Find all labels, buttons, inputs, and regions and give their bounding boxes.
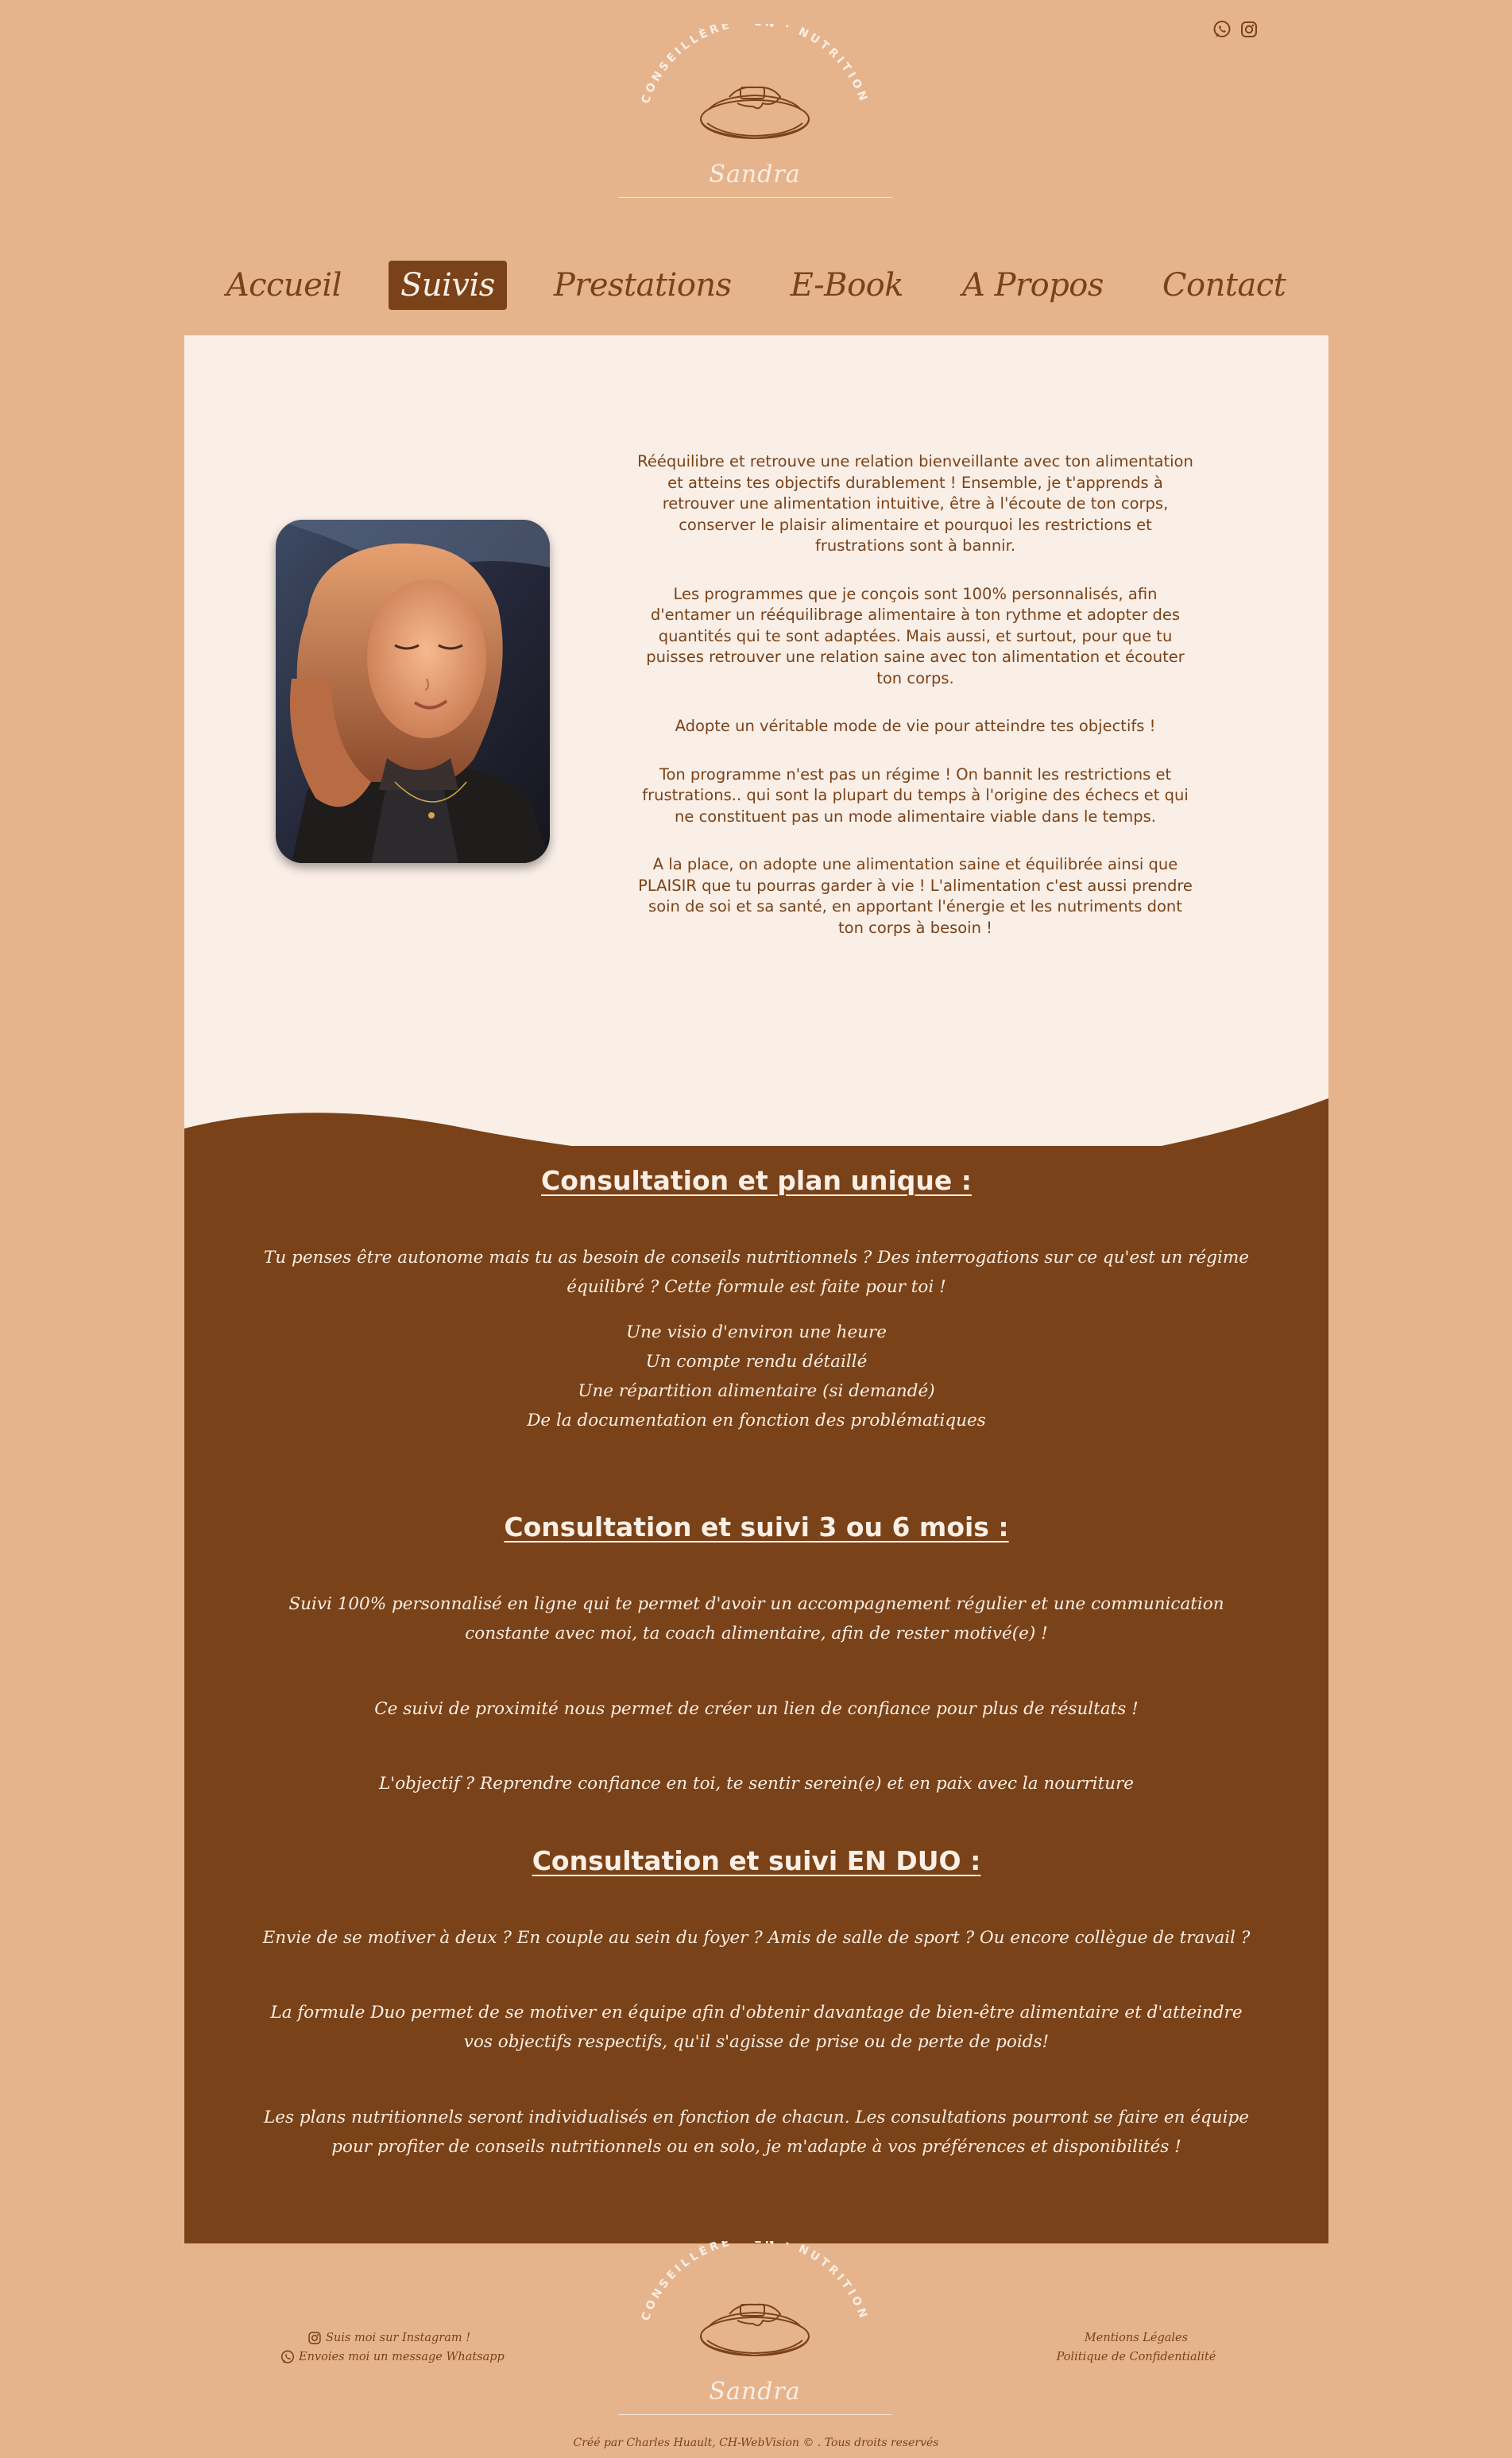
footer-instagram-link[interactable] [307, 2328, 505, 2348]
pancake-icon [701, 87, 809, 138]
logo-divider [618, 2414, 891, 2415]
instagram-icon[interactable] [1239, 19, 1259, 40]
intro-paragraph: Adopte un véritable mode de vie pour atteindre tes objectifs ! [675, 717, 1156, 735]
nav-a-propos[interactable]: A Propos [961, 267, 1104, 304]
logo-emblem [604, 24, 906, 167]
intro-paragraph: Ton programme n'est pas un régime ! On bannit les restrictions et frustrations.. qui sont la plupart du temps à l'origine des échecs et qui ne constituent pas un mode alimentaire viable dans le temps. [642, 764, 1189, 826]
nav-accueil[interactable]: Accueil [226, 267, 342, 304]
logo-signature: Sandra [709, 2378, 801, 2406]
brand-logo[interactable] [604, 24, 906, 207]
instagram-icon [307, 2330, 323, 2346]
footer-instagram-label: Suis moi sur Instagram ! [326, 2332, 471, 2344]
whatsapp-icon[interactable] [1212, 19, 1232, 40]
list-item: De la documentation en fonction des problématiques [527, 1411, 986, 1430]
list-item: Une visio d'environ une heure [625, 1322, 887, 1342]
section-unique-lead: Tu penses être autonome mais tu as besoin de conseils nutritionnels ? Des interrogations sur ce qu'est un régime équilibré ? Cette formule est faite pour toi ! [264, 1248, 1249, 1297]
legal-notice-link[interactable]: Mentions Légales [1084, 2332, 1189, 2344]
nav-ebook[interactable]: E-Book [790, 267, 903, 304]
footer-logo[interactable] [604, 2241, 906, 2424]
nav-prestations[interactable]: Prestations [553, 267, 732, 304]
logo-emblem [604, 2241, 906, 2384]
intro-paragraph: Les programmes que je conçois sont 100% personnalisés, afin d'entamer un rééquilibrage alimentaire à ton rythme et adopter des quantités qui te sont adaptées. Mais aussi, et surtout, pour que tu puisses retrouver une relation saine avec ton alimentation et écouter ton corps. [646, 584, 1185, 687]
wave-divider [184, 939, 1328, 1146]
section-title-unique: Consultation et plan unique : [541, 1165, 972, 1196]
section-suivi-text: L'objectif ? Reprendre confiance en toi, te sentir serein(e) et en paix avec la nourriture [379, 1774, 1134, 1794]
intro-text [637, 451, 1193, 966]
intro-paragraph: Rééquilibre et retrouve une relation bienveillante avec ton alimentation et atteins tes objectifs durablement ! Ensemble, je t'apprends à retrouver une alimentation intuitive, être à l'écoute de ton corps, conserver le plaisir alimentaire et pourquoi les restrictions et frustrations sont à bannir. [637, 452, 1193, 555]
footer-whatsapp-link[interactable] [280, 2348, 505, 2367]
footer-social [280, 2328, 505, 2367]
section-suivi-text: Ce suivi de proximité nous permet de créer un lien de confiance pour plus de résultats ! [374, 1699, 1139, 1719]
footer-whatsapp-label: Envoies moi un message Whatsapp [299, 2351, 505, 2363]
whatsapp-icon [280, 2349, 296, 2365]
section-duo-text: Les plans nutritionnels seront individualisés en fonction de chacun. Les consultations pourront se faire en équipe pour profiter de conseils nutritionnels ou en solo, je m'adapte à vos préférences et disponibilités ! [263, 2108, 1250, 2157]
footer-legal [1033, 2328, 1239, 2367]
svg-text:CONSEILLÈRE · EN · NUTRITION [640, 24, 871, 106]
privacy-policy-link[interactable]: Politique de Confidentialité [1056, 2351, 1216, 2363]
section-duo-text: Envie de se motiver à deux ? En couple au sein du foyer ? Amis de salle de sport ? Ou encore collègue de travail ? [262, 1928, 1251, 1948]
content-panel [184, 335, 1328, 2243]
logo-arc-text: CONSEILLÈRE · NUTRITION [639, 2241, 871, 2323]
svg-text:CONSEILLÈRE · EN · NUTRITION [640, 2241, 871, 2323]
intro-paragraph: A la place, on adopte une alimentation saine et équilibrée ainsi que PLAISIR que tu pourras garder à vie ! L'alimentation c'est aussi prendre soin de soi et sa santé, en apportant l'énergie et les nutriments dont ton corps à besoin ! [638, 855, 1193, 937]
nav-suivis[interactable]: Suivis [389, 261, 507, 310]
pancake-icon [701, 2305, 809, 2355]
list-item: Une répartition alimentaire (si demandé) [578, 1381, 935, 1401]
social-links-top [1212, 19, 1259, 40]
main-nav [0, 261, 1512, 310]
logo-arc-text: CONSEILLÈRE · NUTRITION [639, 24, 871, 106]
list-item: Un compte rendu détaillé [645, 1352, 868, 1372]
section-unique-list [256, 1318, 1257, 1435]
section-duo-text: La formule Duo permet de se motiver en équipe afin d'obtenir davantage de bien-être alimentaire et d'atteindre vos objectifs respectifs, qu'il s'agisse de prise ou de perte de poids! [270, 2003, 1243, 2052]
logo-signature: Sandra [709, 161, 801, 188]
section-title-duo: Consultation et suivi EN DUO : [532, 1845, 981, 1876]
section-suivi-text: Suivi 100% personnalisé en ligne qui te permet d'avoir un accompagnement régulier et une communication constante avec moi, ta coach alimentaire, afin de rester motivé(e) ! [288, 1594, 1224, 1643]
logo-divider [618, 197, 891, 198]
nav-contact[interactable]: Contact [1162, 267, 1286, 304]
footer-credit: Créé par Charles Huault, CH-WebVision © . Tous droits reservés [573, 2437, 939, 2449]
section-title-suivi: Consultation et suivi 3 ou 6 mois : [504, 1512, 1009, 1543]
portrait-photo [276, 520, 550, 863]
